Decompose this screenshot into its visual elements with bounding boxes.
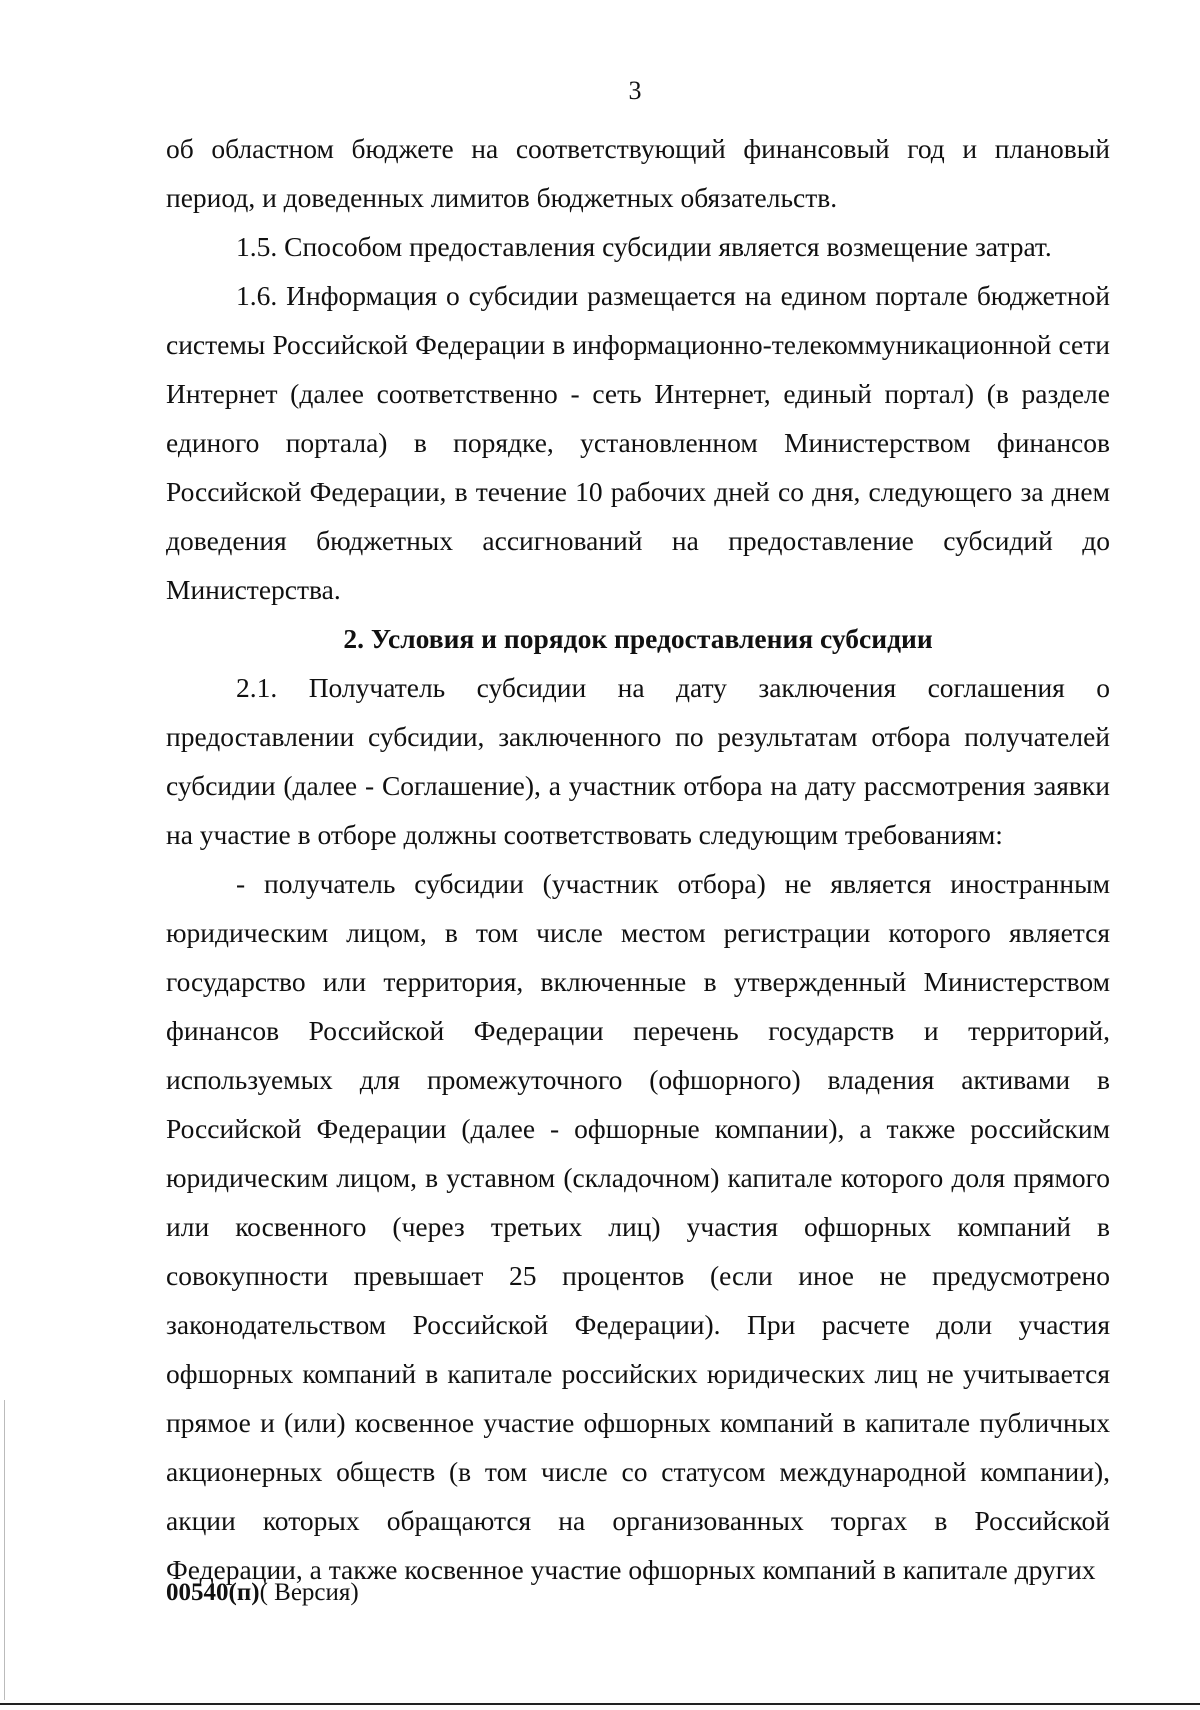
document-version: ( Версия)	[259, 1579, 359, 1606]
document-footer-code	[166, 1578, 359, 1608]
section-heading-2: 2. Условия и порядок предоставления субсидии	[343, 623, 933, 654]
document-code: 00540(п)	[166, 1579, 260, 1606]
paragraph-requirement-1: - получатель субсидии (участник отбора) не является иностранным юридическим лицом, в том числе местом регистрации которого является государство или территория, включенные в утвержденный Министерством финансов Российской Федерации перечень государств и территорий, используемых для промежуточного (офшорного) владения активами в Российской Федерации (далее - офшорные компании), а также российским юридическим лицом, в уставном (складочном) капитале которого доля прямого или косвенного (через третьих лиц) участия офшорных компаний в совокупности превышает 25 процентов (если иное не предусмотрено законодательством Российской Федерации). При расчете доли участия офшорных компаний в капитале российских юридических лиц не учитывается прямое и (или) косвенное участие офшорных компаний в капитале публичных акционерных обществ (в том числе со статусом международной компании), акции которых обращаются на организованных торгах в Российской Федерации, а также косвенное участие офшорных компаний в капитале других	[166, 868, 1110, 1585]
scan-edge-line	[4, 1400, 5, 1700]
paragraph-2-1: 2.1. Получатель субсидии на дату заключения соглашения о предоставлении субсидии, заключенного по результатам отбора получателей субсидии (далее - Соглашение), а участник отбора на дату рассмотрения заявки на участие в отборе должны соответствовать следующим требованиям:	[166, 672, 1110, 850]
paragraph-1-5: 1.5. Способом предоставления субсидии является возмещение затрат.	[236, 231, 1052, 262]
document-body	[166, 124, 1110, 1594]
scan-bottom-edge	[0, 1703, 1200, 1705]
page-number: 3	[628, 76, 642, 105]
paragraph-continuation: об областном бюджете на соответствующий финансовый год и плановый период, и доведенных лимитов бюджетных обязательств.	[166, 133, 1110, 213]
paragraph-1-6: 1.6. Информация о субсидии размещается на едином портале бюджетной системы Российской Федерации в информационно-телекоммуникационной сети Интернет (далее соответственно - сеть Интернет, единый портал) (в разделе единого портала) в порядке, установленном Министерством финансов Российской Федерации, в течение 10 рабочих дней со дня, следующего за днем доведения бюджетных ассигнований на предоставление субсидий до Министерства.	[166, 280, 1110, 605]
